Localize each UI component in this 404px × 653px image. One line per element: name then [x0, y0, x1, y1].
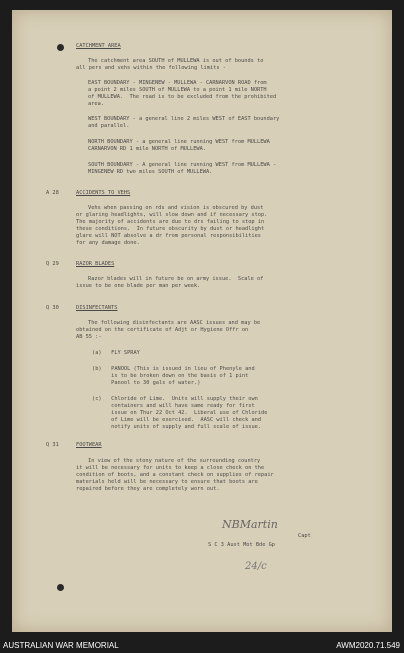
paragraph-line: Razor blades will in future be on army issue. Scale of [88, 276, 264, 282]
footer-institution: AUSTRALIAN WAR MEMORIAL [3, 641, 119, 650]
paragraph-line: In view of the stony nature of the surrounding country [88, 458, 261, 464]
handwritten-signature: NBMartin [222, 518, 278, 531]
list-item-c: containers and will have same ready for first [92, 403, 255, 409]
paragraph-line: and parallel. [88, 123, 130, 129]
paragraph-line: Vehs when passing on rds and vision is obscured by dust [88, 205, 264, 211]
list-item-c: (c) Chloride of Lime. Units will supply their own [92, 396, 258, 402]
paragraph-line: SOUTH BOUNDARY - A general line running WEST from MULLEWA - [88, 162, 277, 168]
punch-hole [57, 44, 64, 51]
paragraph-line: MINGENEW RD two miles SOUTH of MULLEWA. [88, 169, 213, 175]
punch-hole [57, 584, 64, 591]
paragraph-line: issue to be one blade per man per week. [76, 283, 201, 289]
section-number: Q 29 [46, 261, 59, 267]
section-number: Q 31 [46, 442, 59, 448]
list-item-a: (a) FLY SPRAY [92, 350, 140, 356]
paragraph-line: obtained on the certificate of Adjt or Hygiene Offr on [76, 327, 249, 333]
heading-footwear: FOOTWEAR [76, 442, 102, 448]
heading-disinfectants: DISINFECTANTS [76, 305, 118, 311]
paragraph-line: AB 55 :- [76, 334, 102, 340]
heading-accidents-to-vehs: ACCIDENTS TO VEHS [76, 190, 131, 196]
footer-accession-number: AWM2020.71.549 [336, 641, 400, 650]
document-page [12, 10, 392, 632]
paragraph-line: The following disinfectants are AASC issues and may be [88, 320, 261, 326]
paragraph-line: all pers and vehs within the following limits - [76, 65, 226, 71]
paragraph-line: condition of boots, and a constant check on supplies of repair [76, 472, 274, 478]
heading-catchment-area: CATCHMENT AREA [76, 43, 121, 49]
signature-rank: Capt [298, 533, 311, 539]
list-item-c: issue on Thur 22 Oct 42. Liberal use of Chloride [92, 410, 268, 416]
paragraph-line: CARNARVON RD 1 mile NORTH of MULLEWA. [88, 146, 206, 152]
list-item-b: is to be broken down on the basis of 1 pint [92, 373, 249, 379]
list-item-c: of Lime will be exercised. AASC will check and [92, 417, 262, 423]
paragraph-line: The catchment area SOUTH of MULLEWA is out of bounds to [88, 58, 264, 64]
paragraph-line: repaired before they are completely worn out. [76, 486, 220, 492]
heading-razor-blades: RAZOR BLADES [76, 261, 115, 267]
paragraph-line: or glaring headlights, will slow down and if necessary stop. [76, 212, 268, 218]
list-item-b: (b) PANOOL (This is issued in lieu of Phenyle and [92, 366, 255, 372]
section-number: Q 30 [46, 305, 59, 311]
paragraph-line: EAST BOUNDARY - MINGENEW - MULLEWA - CARNARVON ROAD from [88, 80, 267, 86]
list-item-c: notify units of supply and full scale of issue. [92, 424, 262, 430]
section-number: A 28 [46, 190, 59, 196]
paragraph-line: materials held will be necessary to ensure that boots are [76, 479, 258, 485]
signature-appointment: S C 3 Aust Mot Bde Gp [208, 542, 275, 548]
paragraph-line: area. [88, 101, 104, 107]
paragraph-line: it will be necessary for units to keep a close check on the [76, 465, 265, 471]
paragraph-line: for any damage done. [76, 240, 140, 246]
paragraph-line: NORTH BOUNDARY - a general line running WEST from MULLEWA [88, 139, 270, 145]
paragraph-line: glare will NOT absolve a dr from personal responsibilities [76, 233, 261, 239]
paragraph-line: The majority of accidents are due to drs failing to stop in [76, 219, 265, 225]
paragraph-line: WEST BOUNDARY - a general line 2 miles WEST of EAST boundary [88, 116, 280, 122]
paragraph-line: these conditions. In future obscurity by dust or headlight [76, 226, 265, 232]
paragraph-line: of MULLEWA. The road is to be excluded from the prohibited [88, 94, 277, 100]
list-item-b: Panool to 30 gals of water.) [92, 380, 201, 386]
handwritten-number: 24/c [245, 561, 267, 572]
paragraph-line: a point 2 miles SOUTH of MULLEWA to a point 1 mile NORTH [88, 87, 267, 93]
